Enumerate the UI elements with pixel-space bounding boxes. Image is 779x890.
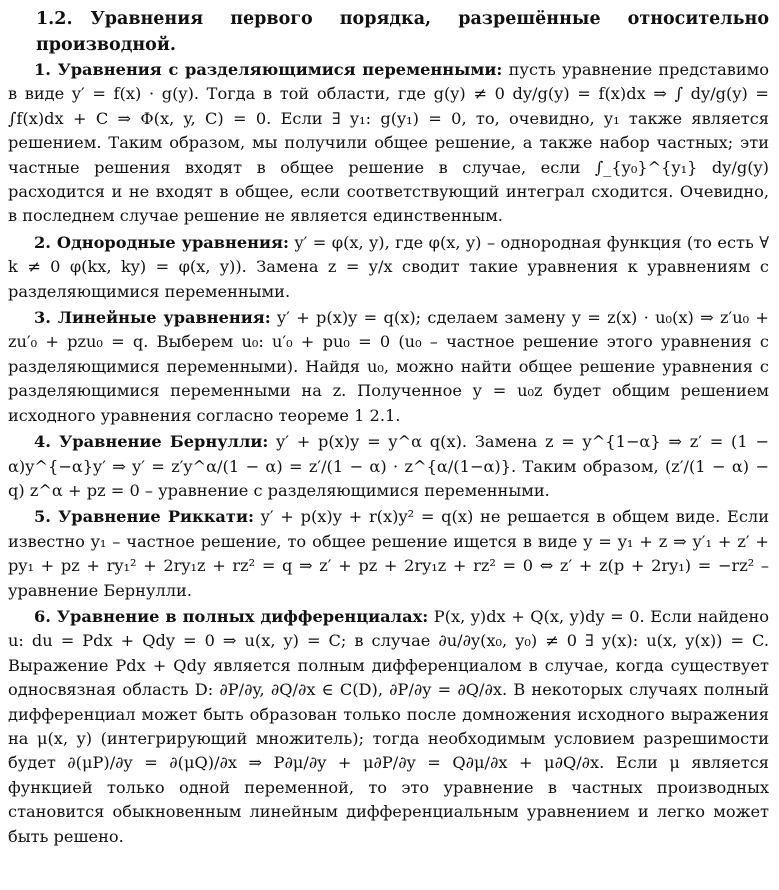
paragraph-heading: 6. Уравнение в полных дифференциалах: [34, 606, 429, 626]
paragraph-heading: 1. Уравнения с разделяющимися переменными: [34, 60, 503, 79]
section-number: 1.2. [36, 9, 73, 29]
paragraph-heading: 4. Уравнение Бернулли: [34, 432, 269, 452]
paragraph-text: P(x, y)dx + Q(x, y)dy = 0. Если найдено u: du = Pdx + Qdy = 0 ⇒ u(x, y) = C; в случае ∂u/∂y(x₀, y₀) ≠ 0 ∃ y(x): u(x, y(x)) = C. Выражение Pdx + Qdy является полным дифференциалом в случае, когда существует односвязная область D: ∂P/∂y, ∂Q/∂x ∈ C(D), ∂P/∂y = ∂Q/∂x. В некоторых случаях полный дифференциал может быть образован только после домножения исходного выражения на μ(x, y) (интегрирующий множитель); тогда необходимым условием разрешимости будет ∂(μP)/∂y = ∂(μQ)/∂x ⇒ P∂μ/∂y + μ∂P/∂y = Q∂μ/∂x + μ∂Q/∂x. Если μ является функцией только одной переменной, то это уравнение в частных производных становится обыкновенным линейным дифференциальным уравнением и легко может быть решено. [8, 606, 769, 846]
paragraph-heading: 2. Однородные уравнения: [34, 232, 289, 252]
paragraph-riccati [8, 505, 769, 603]
section-heading [36, 6, 769, 58]
paragraph-heading: 3. Линейные уравнения: [34, 308, 271, 328]
paragraph-text: y′ + p(x)y = q(x); сделаем замену y = z(x) · u₀(x) ⇒ z′u₀ + zu′₀ + pzu₀ = q. Выберем u₀: u′₀ + pu₀ = 0 (u₀ – частное решение этого уравнения с разделяющимися переменными). Найдя u₀, можно найти общее решение уравнения с разделяющимися переменными на z. Полученное y = u₀z будет общим решением исходного уравнения согласно теореме 1 2.1. [8, 308, 769, 425]
paragraph-heading: 5. Уравнение Риккати: [34, 507, 254, 527]
paragraph-text: y′ = φ(x, y), где φ(x, y) – однородная функция (то есть ∀ k ≠ 0 φ(kx, ky) = φ(x, y)). Замена z = y/x сводит такие уравнения к уравнениям с разделяющимися переменными. [8, 232, 770, 301]
paragraph-homogeneous [8, 231, 769, 304]
paragraph-separable [8, 58, 769, 229]
paragraph-exact-differential [8, 605, 769, 849]
paragraph-linear [8, 306, 769, 428]
paragraph-bernoulli [8, 430, 769, 503]
paragraph-text: y′ + p(x)y = y^α q(x). Замена z = y^{1−α} ⇒ z′ = (1 − α)y^{−α}y′ ⇒ y′ = z′y^α/(1 − α) = z′/(1 − α) · z^{α/(1−α)}. Таким образом, (z′/(1 − α) − q) z^α + pz = 0 – уравнение с разделяющимися переменными. [8, 432, 769, 500]
paragraph-text: y′ + p(x)y + r(x)y² = q(x) не решается в общем виде. Если известно y₁ – частное решение, то общее решение ищется в виде y = y₁ + z ⇒ y′₁ + z′ + py₁ + pz + ry₁² + 2ry₁z + rz² = q ⇒ z′ + pz + 2ry₁z + rz² = 0 ⇔ z′ + z(p + 2ry₁) = −rz² – уравнение Бернулли. [8, 507, 769, 600]
paragraph-text: пусть уравнение представимо в виде y′ = f(x) · g(y). Тогда в той области, где g(y) ≠ 0 dy/g(y) = f(x)dx ⇒ ∫ dy/g(y) = ∫f(x)dx + C ⇒ Φ(x, y, C) = 0. Если ∃ y₁: g(y₁) = 0, то, очевидно, y₁ также является решением. Таким образом, мы получили общее решение, а также набор частных; эти частные решения входят в общее решение в случае, если ∫_{y₀}^{y₁} dy/g(y) расходится и не входят в общее, если соответствующий интеграл сходится. Очевидно, в последнем случае решение не является единственным. [8, 60, 769, 226]
section-title: Уравнения первого порядка, разрешённые относительно производной. [36, 9, 769, 55]
